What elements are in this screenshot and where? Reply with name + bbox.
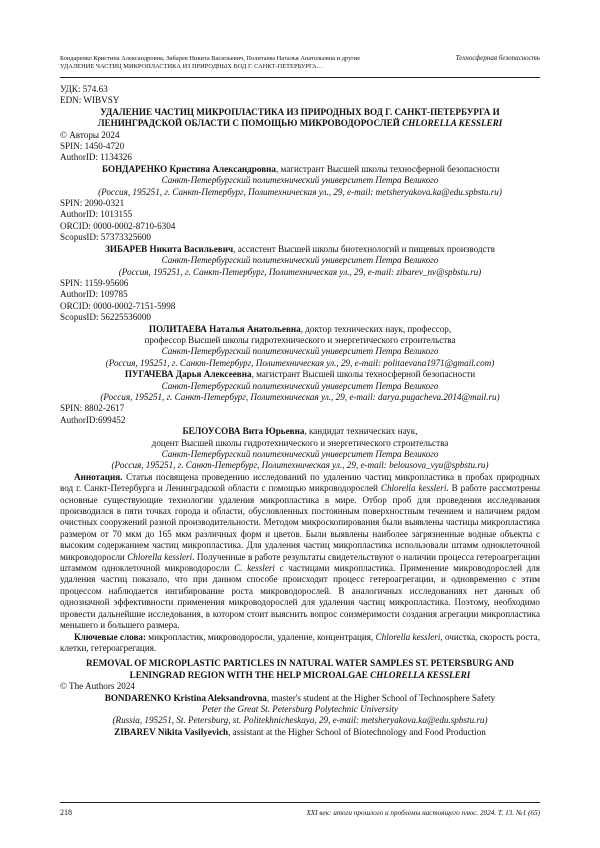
author-1-role: , магистрант Высшей школы техносферной безопасности — [275, 163, 500, 174]
en-author-2-name: ZIBAREV Nikita Vasilyevich — [114, 726, 229, 737]
author-3-address: (Россия, 195251, г. Санкт-Петербург, Политехническая ул., 29, e-mail: politaevana1971@gmail.com) — [105, 357, 495, 368]
author-1-address: (Россия, 195251, г. Санкт-Петербург, Политехническая ул., 29, e-mail: metsheryakova.ka@edu.spbstu.ru) — [98, 186, 502, 197]
keywords-text-1: микропластик, микроводоросли, удаление, концентрация, — [146, 631, 376, 642]
keywords-species: Chlorella kessleri — [375, 631, 441, 642]
header-rule — [60, 77, 540, 78]
spin-4: SPIN: 8802-2617 — [60, 403, 125, 414]
edn: EDN: WIBVSY — [60, 95, 120, 106]
spin-1: SPIN: 1450-4720 — [60, 141, 125, 152]
abstract-species-1: Chlorella kessleri — [380, 483, 447, 494]
abstract — [60, 472, 540, 632]
journal-title: XXI век: итоги прошлого и проблемы настоящего плюс. 2024. Т. 13. №1 (65) — [306, 809, 540, 817]
authorid-2: AuthorID: 1013155 — [60, 209, 133, 220]
running-header-title: УДАЛЕНИЕ ЧАСТИЦ МИКРОПЛАСТИКА ИЗ ПРИРОДНЫХ ВОД Г. САНКТ-ПЕТЕРБУРГА… — [60, 62, 324, 70]
author-5-role-2: доцент Высшей школы гидротехнического и энергетического строительства — [151, 437, 449, 448]
title-en-species: CHLORELLA KESSLERI — [370, 669, 471, 680]
author-2-address: (Россия, 195251, г. Санкт-Петербург, Политехническая ул., 29, e-mail: zibarev_nv@spbstu.ru) — [118, 266, 482, 277]
en-author-1-role: , master's student at the Higher School of Technosphere Safety — [266, 692, 496, 703]
scopus-2: ScopusID: 57373325600 — [60, 232, 151, 243]
authorid-1: AuthorID: 1134326 — [60, 152, 132, 163]
author-5 — [60, 426, 540, 437]
spin-2: SPIN: 2090-0321 — [60, 198, 125, 209]
author-3 — [60, 324, 540, 335]
en-author-2-role: , assistant at the Higher School of Biotechnology and Food Production — [228, 726, 486, 737]
author-1 — [60, 164, 540, 175]
author-1-affiliation: Санкт-Петербургский политехнический университет Петра Великого — [161, 175, 439, 186]
scopus-3: ScopusID: 56225536000 — [60, 312, 151, 323]
udk: УДК: 574.63 — [60, 84, 108, 94]
article-body — [60, 84, 540, 738]
orcid-2: ORCID: 0000-0002-8710-6304 — [60, 220, 176, 231]
authorid-3: AuthorID: 109785 — [60, 289, 128, 300]
page-number: 218 — [60, 808, 72, 817]
abstract-label: Аннотация. — [74, 471, 123, 482]
author-3-affiliation: Санкт-Петербургский политехнический университет Петра Великого — [161, 346, 439, 357]
author-4 — [60, 369, 540, 380]
author-3-name: ПОЛИТАЕВА Наталья Анатольевна — [148, 323, 301, 334]
abstract-species-3: C. kessleri — [234, 563, 275, 574]
author-2-name: ЗИБАРЕВ Никита Васильевич — [105, 243, 234, 254]
author-3-role: , доктор технических наук, профессор, — [300, 323, 452, 334]
author-4-name: ПУГАЧЕВА Дарья Алексеевна — [124, 369, 252, 380]
title-en — [60, 658, 540, 681]
abstract-species-2: Chlorella kessleri — [127, 551, 193, 562]
author-4-affiliation: Санкт-Петербургский политехнический университет Петра Великого — [161, 380, 439, 391]
title-ru-species: CHLORELLA KESSLERI — [402, 118, 503, 129]
title-en-text: REMOVAL OF MICROPLASTIC PARTICLES IN NATURAL WATER SAMPLES ST. PETERSBURG AND LENINGRAD REGION WITH THE HELP MICROALGAE — [85, 658, 515, 680]
running-header-authors: Бондаренко Кристина Александровна, Зибарев Никита Васильевич, Политаева Наталья Анатольевна и другие — [60, 55, 361, 62]
author-2-affiliation: Санкт-Петербургский политехнический университет Петра Великого — [161, 255, 439, 266]
spin-3: SPIN: 1159-95606 — [60, 277, 129, 288]
running-header-section: Техносферная безопасность — [455, 54, 540, 62]
en-author-1 — [60, 693, 540, 704]
keywords-label: Ключевые слова: — [74, 631, 146, 642]
orcid-3: ORCID: 0000-0002-7151-5998 — [60, 300, 176, 311]
author-4-address: (Россия, 195251, г. Санкт-Петербург, Политехническая ул., 29, e-mail: darya.pugacheva.2014@mail.ru) — [100, 391, 500, 402]
author-1-name: БОНДАРЕНКО Кристина Александровна — [102, 163, 276, 174]
abstract-text-3: . Полученные в работе результаты свидетельствуют о наличии процесса гетероагрегации штаммом одноклеточной микроводоросли — [60, 551, 540, 574]
keywords-text-2: , очистка, скорость роста, клетки, гетероагрегация. — [60, 631, 541, 653]
copyright-ru: © Авторы 2024 — [60, 129, 120, 140]
abstract-text-1: Статья посвящена проведению исследований по удалению частиц микропластика в пробах природных вод г. Санкт-Петербурга и Ленинградской области с помощью микроводорослей — [60, 471, 540, 494]
author-3-role-2: профессор Высшей школы гидротехнического и энергетического строительства — [144, 334, 456, 345]
author-2 — [60, 244, 540, 255]
authorid-4: AuthorID:699452 — [60, 414, 126, 425]
abstract-text-4: с частицами микропластика. Применение микроводорослей для удаления частиц показало, что при данном способе происходит процесс гетероагрегации, и одновременно с этим процессом наблюдается ингибирование роста микроводорослей. В аналогичных исследованиях нет данных об однозначной эффективности применения микроводорослей для удаления частиц микропластика. Поэтому, необходимо провести дальнейшие исследования, в котором стоит выяснить вопрос соизмеримости создания агрегации микропластика меньшего и большего размера. — [60, 563, 541, 631]
copyright-en: © The Authors 2024 — [60, 681, 135, 692]
author-5-role: , кандидат технических наук, — [304, 426, 418, 437]
title-ru-text: УДАЛЕНИЕ ЧАСТИЦ МИКРОПЛАСТИКА ИЗ ПРИРОДНЫХ ВОД Г. САНКТ-ПЕТЕРБУРГА И ЛЕНИНГРАДСКОЙ ОБЛАСТИ С ПОМОЩЬЮ МИКРОВОДОРОСЛЕЙ — [97, 106, 500, 129]
en-author-1-affiliation: Peter the Great St. Petersburg Polytechnic University — [201, 703, 399, 714]
en-author-2 — [60, 727, 540, 738]
author-5-address: (Россия, 195251, г. Санкт-Петербург, Политехническая ул., 29, e-mail: belousova_vyu@spbstu.ru) — [111, 460, 489, 471]
running-header — [60, 55, 540, 70]
footer-rule — [60, 802, 540, 803]
author-4-role: , магистрант Высшей школы техносферной безопасности — [251, 369, 476, 380]
title-ru — [60, 107, 540, 130]
en-author-1-address: (Russia, 195251, St. Petersburg, st. Politekhnicheskaya, 29, e-mail: metsheryakova.ka@edu.spbstu.ru) — [112, 715, 488, 726]
author-5-name: БЕЛОУСОВА Вита Юрьевна — [182, 426, 305, 437]
author-5-affiliation: Санкт-Петербургский политехнический университет Петра Великого — [161, 449, 439, 459]
en-author-1-name: BONDARENKO Kristina Aleksandrovna — [104, 692, 267, 703]
author-2-role: , ассистент Высшей школы биотехнологий и пищевых производств — [233, 243, 495, 254]
keywords — [60, 632, 540, 655]
page-footer — [60, 802, 540, 817]
abstract-text-2: . В работе рассмотрены основные существующие технологии удаления микропластика в мире. Отбор проб для проведения исследования производился в пяти точках города и области, обусловленных постоянным поверхностным течением и наличием рядом очистных сооружений разной производительности. Методом микроскопирования были выявлены частицы микропластика размером от 70 мкм до 165 мкм различных форм и цветов. Были выявлены наиболее загрязненные водные объекты с высоким содержанием частиц микропластика. Для удаления частиц микропластика использовали штамм одноклеточной микроводоросли — [60, 483, 541, 562]
